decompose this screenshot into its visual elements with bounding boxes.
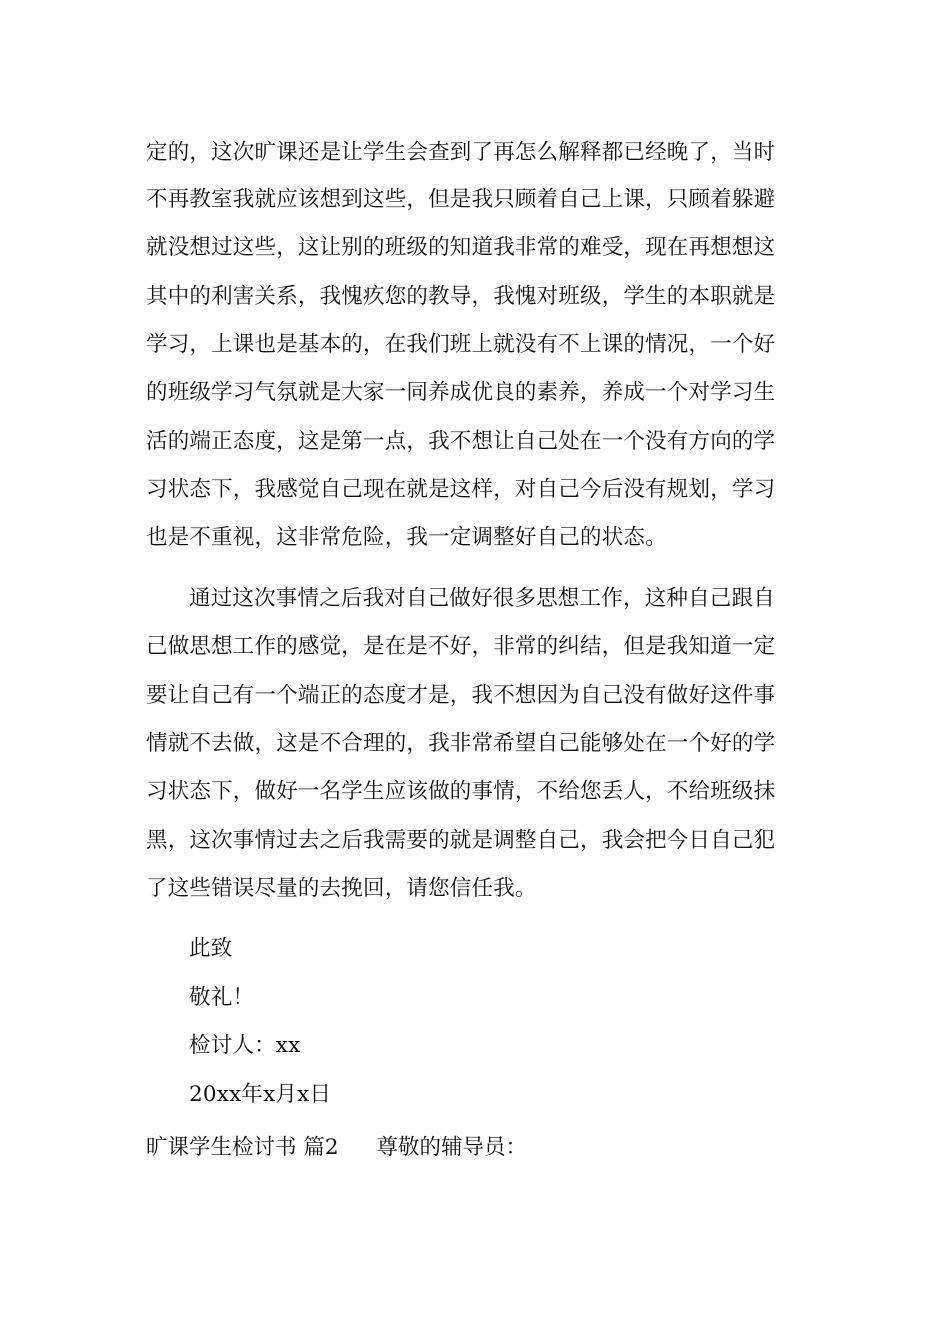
closing-salutation: 此致: [189, 936, 233, 961]
closing-signer: 检讨人：xx: [189, 1033, 301, 1058]
paragraph-line: 了这些错误尽量的去挽回，请您信任我。: [146, 876, 537, 901]
section-greeting: 尊敬的辅导员：: [376, 1135, 528, 1160]
paragraph-line: 情就不去做，这是不合理的，我非常希望自己能够处在一个好的学: [146, 731, 776, 756]
paragraph-line: 的班级学习气氛就是大家一同养成优良的素养，养成一个对学习生: [146, 380, 776, 405]
paragraph-line: 通过这次事情之后我对自己做好很多思想工作，这种自己跟自: [189, 586, 775, 611]
paragraph-line: 也是不重视，这非常危险，我一定调整好自己的状态。: [146, 525, 667, 550]
paragraph-line: 定的，这次旷课还是让学生会查到了再怎么解释都已经晚了，当时: [146, 140, 776, 165]
paragraph-line: 不再教室我就应该想到这些，但是我只顾着自己上课，只顾着躲避: [146, 187, 776, 212]
paragraph-line: 就没想过这些，这让别的班级的知道我非常的难受，现在再想想这: [146, 235, 776, 260]
paragraph-line: 习状态下，做好一名学生应该做的事情，不给您丢人，不给班级抹: [146, 779, 776, 804]
next-section-heading: [146, 1135, 527, 1161]
closing-regards: 敬礼！: [189, 985, 255, 1010]
paragraph-line: 其中的利害关系，我愧疚您的教导，我愧对班级，学生的本职就是: [146, 284, 776, 309]
paragraph-line: 要让自己有一个端正的态度才是，我不想因为自己没有做好这件事: [146, 683, 776, 708]
closing-date: 20xx年x月x日: [189, 1082, 332, 1107]
paragraph-line: 黑，这次事情过去之后我需要的就是调整自己，我会把今日自己犯: [146, 828, 776, 853]
paragraph-line: 己做思想工作的感觉，是在是不好，非常的纠结，但是我知道一定: [146, 634, 776, 659]
paragraph-line: 活的端正态度，这是第一点，我不想让自己处在一个没有方向的学: [146, 429, 776, 454]
section-title: 旷课学生检讨书 篇2: [146, 1135, 339, 1160]
paragraph-line: 习状态下，我感觉自己现在就是这样，对自己今后没有规划，学习: [146, 477, 776, 502]
paragraph-line: 学习，上课也是基本的，在我们班上就没有不上课的情况，一个好: [146, 332, 776, 357]
